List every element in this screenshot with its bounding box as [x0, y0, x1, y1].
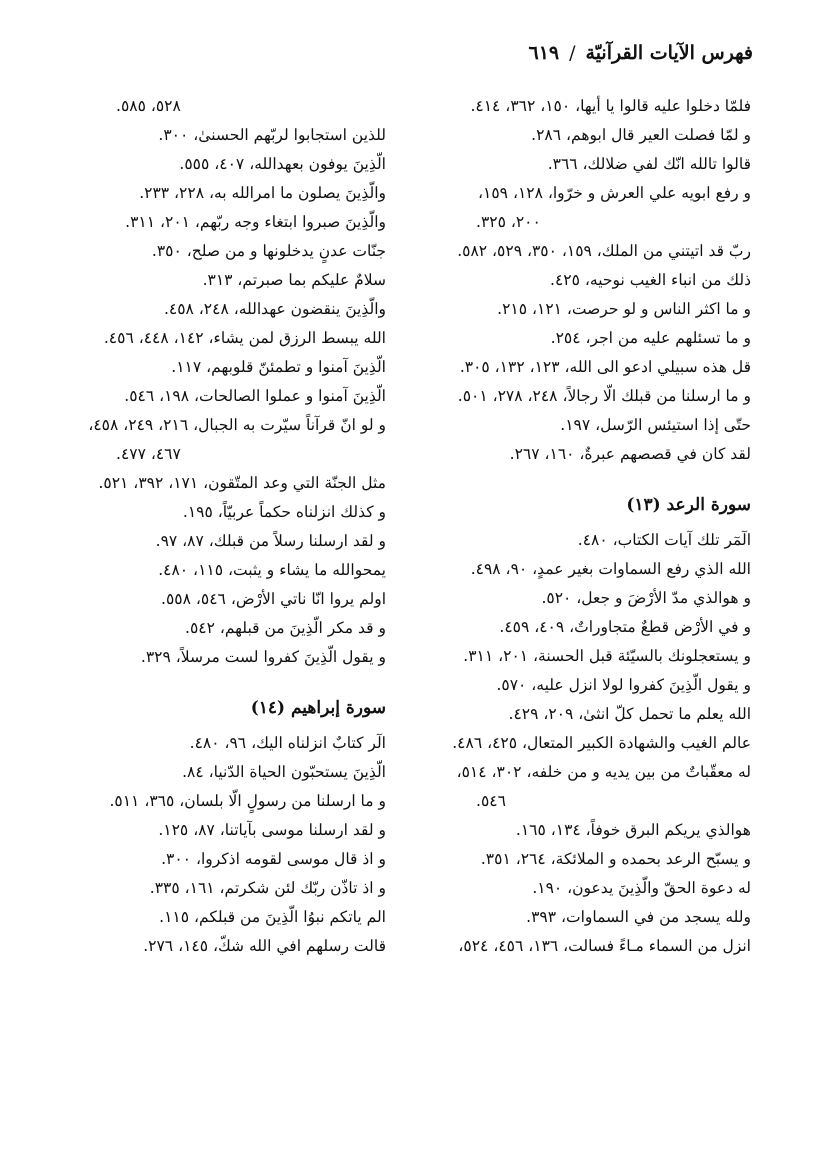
index-entry: الله يعلم ما تحمل كلّ انثىٰ، ٢٠٩، ٤٢٩.: [508, 705, 751, 723]
index-entry: الله يبسط الرزق لمن يشاء، ١٤٢، ٤٤٨، ٤٥٦.: [103, 329, 386, 347]
index-entry: الم ياتكم نبوُا الّذِينَ من قبلكم، ١١٥.: [159, 908, 386, 926]
index-entry: و رفع ابويه علي العرش و خرّوا، ١٢٨، ١٥٩،: [478, 184, 751, 202]
index-entry: فلمّا دخلوا عليه قالوا يا أيها، ١٥٠، ٣٦٢، ٤١٤.: [470, 97, 751, 115]
index-entry: اولم يروا انّا ناتي الأرْض، ٥٤٦، ٥٥٨.: [161, 590, 386, 608]
index-entry: و يسبّح الرعد بحمده و الملائكة، ٢٦٤، ٣٥١.: [480, 850, 751, 868]
index-entry: و ما تسئلهم عليه من اجر، ٢٥٤.: [550, 329, 751, 347]
index-entry: و ما ارسلنا من قبلك الّا رجالاً، ٢٤٨، ٢٧٨، ٥٠١.: [457, 387, 751, 405]
index-entry: و كذلك انزلناه حكماً عربيّاً، ١٩٥.: [182, 503, 386, 521]
index-entry: للذين استجابوا لربّهم الحسنىٰ، ٣٠٠.: [158, 126, 386, 144]
index-entry: والّذِينَ صبروا ابتغاء وجه ربّهم، ٢٠١، ٣١١.: [125, 213, 386, 231]
index-entry: و اذ تاذّن ربّك لئن شكرتم، ١٦١، ٣٣٥.: [149, 879, 386, 897]
index-entry: ذلك من انباء الغيب نوحيه، ٤٢٥.: [550, 271, 751, 289]
index-entry: الٓر كتابٌ انزلناه اليك، ٩٦، ٤٨٠.: [189, 734, 386, 752]
index-entry: قالت رسلهم افي الله شكّ، ١٤٥، ٢٧٦.: [143, 937, 386, 955]
index-entry: له معقّباتٌ من بين يديه و من خلفه، ٣٠٢، ٥١٤،: [456, 763, 751, 781]
index-entry: و لقد ارسلنا رسلاً من قبلك، ٨٧، ٩٧.: [155, 532, 386, 550]
index-entry: الّذِينَ آمنوا و عملوا الصالحات، ١٩٨، ٥٤٦.: [124, 387, 386, 405]
surah-heading: سورة إبراهيم (١٤): [250, 698, 386, 718]
index-entry: ٢٠٠، ٣٢٥.: [476, 213, 541, 231]
index-entry: و في الأرْض قطعٌ متجاوراتٌ، ٤٠٩، ٤٥٩.: [499, 618, 751, 636]
index-entry: ٤٦٧، ٤٧٧.: [116, 445, 181, 463]
surah-heading: سورة الرعد (١٣): [626, 495, 751, 515]
index-entry: هوالذي يريكم البرق خوفاً، ١٣٤، ١٦٥.: [515, 821, 751, 839]
index-entry: و اذ قال موسى لقومه اذكروا، ٣٠٠.: [161, 850, 386, 868]
index-entry: جنّات عدنٍ يدخلونها و من صلح، ٣٥٠.: [151, 242, 386, 260]
index-entry: و يستعجلونك بالسيّئة قبل الحسنة، ٢٠١، ٣١١.: [463, 647, 751, 665]
index-entry: قالوا تالله انّك لفي ضلالك، ٣٦٦.: [547, 155, 751, 173]
index-entry: لقد كان في قصصهم عبرةٌ، ١٦٠، ٢٦٧.: [509, 445, 751, 463]
index-entry: ولله يسجد من في السماوات، ٣٩٣.: [526, 908, 751, 926]
index-entry: ٥٢٨، ٥٨٥.: [116, 97, 181, 115]
index-entry: الٓمٓر تلك آيات الكتاب، ٤٨٠.: [577, 531, 751, 549]
index-entry: الله الذي رفع السماوات بغير عمدٍ، ٩٠، ٤٩٨.: [470, 560, 751, 578]
index-entry: والّذِينَ ينقضون عهدالله، ٢٤٨، ٤٥٨.: [163, 300, 386, 318]
right-column: [406, 92, 751, 961]
index-entry: و لقد ارسلنا موسى بآياتنا، ٨٧، ١٢٥.: [158, 821, 386, 839]
index-entry: و لو انّ قرآناً سيّرت به الجبال، ٢١٦، ٢٤٩، ٤٥٨،: [88, 416, 386, 434]
index-entry: و لمّا فصلت العير قال ابوهم، ٢٨٦.: [531, 126, 751, 144]
index-entry: يمحوالله ما يشاء و يثبت، ١١٥، ٤٨٠.: [158, 561, 386, 579]
index-entry: انزل من السماء مـاءً فسالت، ١٣٦، ٤٥٦، ٥٢٤،: [458, 937, 751, 955]
index-entry: و ما اكثر الناس و لو حرصت، ١٢١، ٢١٥.: [497, 300, 751, 318]
index-entry: و هوالذي مدّ الأرْضَ و جعل، ٥٢٠.: [541, 589, 751, 607]
index-entry: مثل الجنّة التي وعد المتّقون، ١٧١، ٣٩٢، ٥٢١.: [98, 474, 386, 492]
index-entry: عالم الغيب والشهادة الكبير المتعال، ٤٢٥، ٤٨٦.: [452, 734, 751, 752]
left-column: [46, 92, 386, 961]
index-entry: ربّ قد اتيتني من الملك، ١٥٩، ٣٥٠، ٥٢٩، ٥٨٢.: [457, 242, 751, 260]
index-entry: و يقول الّذِينَ كفروا لست مرسلاً، ٣٢٩.: [140, 648, 386, 666]
header-separator: /: [569, 42, 576, 64]
index-entry: له دعوة الحقّ والّذِينَ يدعون، ١٩٠.: [532, 879, 751, 897]
index-entry: و يقول الّذِينَ كفروا لولا انزل عليه، ٥٧٠.: [496, 676, 751, 694]
index-entry: الّذِينَ يوفون بعهدالله، ٤٠٧، ٥٥٥.: [179, 155, 386, 173]
index-entry: ٥٤٦.: [476, 792, 506, 810]
running-title: فهرس الآيات القرآنيّة: [585, 42, 753, 64]
index-entry: قل هذه سبيلي ادعو الى الله، ١٢٣، ١٣٢، ٣٠٥.: [459, 358, 751, 376]
index-entry: والّذِينَ يصلون ما امرالله به، ٢٢٨، ٢٣٣.: [139, 184, 386, 202]
page-header: [60, 36, 753, 70]
index-entry: الّذِينَ يستحبّون الحياة الدّنيا، ٨٤.: [182, 763, 386, 781]
index-entry: الّذِينَ آمنوا و تطمئنّ قلوبهم، ١١٧.: [171, 358, 386, 376]
index-entry: حتّى إذا استيئس الرّسل، ١٩٧.: [560, 416, 751, 434]
index-entry: و قد مكر الّذِينَ من قبلهم، ٥٤٢.: [185, 619, 386, 637]
page-number: ٦١٩: [528, 42, 560, 64]
index-entry: و ما ارسلنا من رسولٍ الّا بلسان، ٣٦٥، ٥١١.: [109, 792, 386, 810]
index-entry: سلامٌ عليكم بما صبرتم، ٣١٣.: [202, 271, 386, 289]
